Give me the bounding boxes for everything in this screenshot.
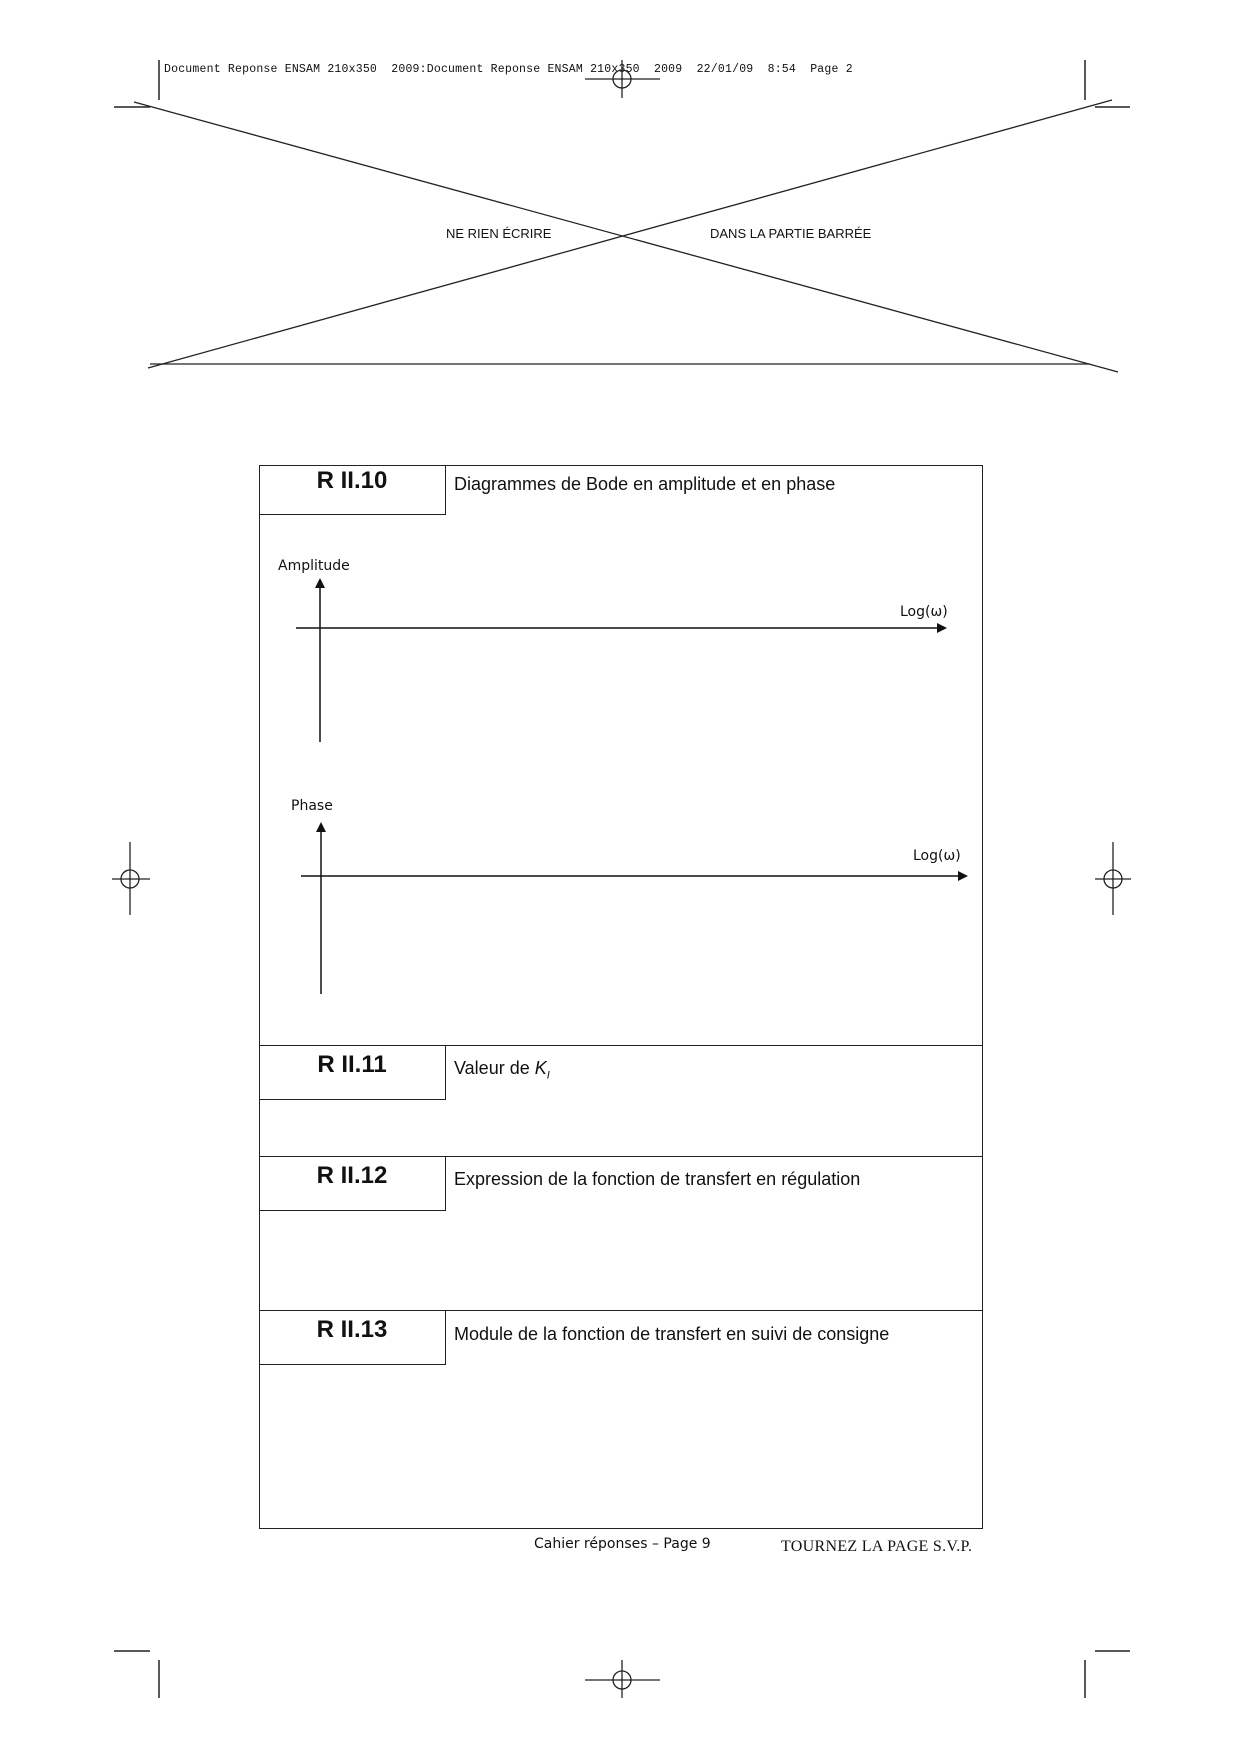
question-code-r-ii-11: R II.11 [259, 1045, 446, 1100]
question-title-r-ii-10: Diagrammes de Bode en amplitude et en phase [454, 474, 836, 494]
print-header-line: Document Reponse ENSAM 210x350 2009:Document Reponse ENSAM 210x350 2009 22/01/09 8:54 Page 2 [164, 63, 853, 76]
amplitude-x-axis-label: Log(ω) [900, 604, 948, 620]
amplitude-axes [296, 580, 945, 742]
question-title-r-ii-13: Module de la fonction de transfert en suivi de consigne [454, 1324, 890, 1344]
question-code-r-ii-13: R II.13 [259, 1310, 446, 1365]
phase-axis-label: Phase [291, 798, 333, 814]
barred-zone-left-text: NE RIEN ÉCRIRE [446, 226, 552, 241]
phase-axes [301, 824, 966, 994]
phase-x-axis-label: Log(ω) [913, 848, 961, 864]
amplitude-axis-label: Amplitude [278, 558, 350, 574]
page-footer-label: Cahier réponses – Page 9 [534, 1536, 711, 1552]
barred-zone-right-text: DANS LA PARTIE BARRÉE [710, 226, 872, 241]
turn-page-notice: TOURNEZ LA PAGE S.V.P. [781, 1538, 973, 1555]
ki-subscript: I [546, 1069, 550, 1082]
question-title-r-ii-12: Expression de la fonction de transfert en régulation [454, 1169, 861, 1189]
question-title-prefix: Valeur de [454, 1058, 535, 1078]
question-title-r-ii-11 [454, 1058, 550, 1082]
question-code-r-ii-10: R II.10 [259, 465, 446, 515]
ki-variable: K [534, 1058, 547, 1078]
question-code-r-ii-12: R II.12 [259, 1156, 446, 1211]
